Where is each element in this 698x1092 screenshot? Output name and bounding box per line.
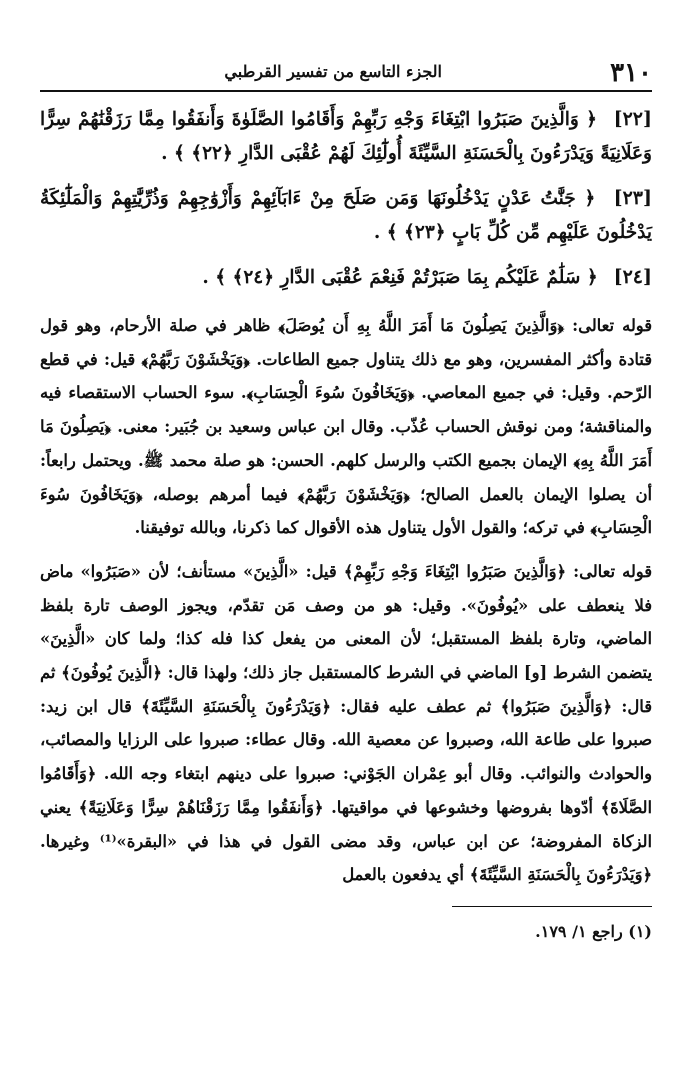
verse-22 [40, 102, 652, 171]
footnote-divider [452, 906, 652, 907]
verse-text: ﴿ وَالَّذِينَ صَبَرُوا ابْتِغَاءَ وَجْهِ رَبِّهِمْ وَأَقَامُوا الصَّلَوٰةَ وَأَنفَقُوا مِمَّا رَزَقْنَٰهُمْ سِرًّا وَعَلَانِيَةً وَيَدْرَءُونَ بِالْحَسَنَةِ السَّيِّئَةَ أُولَٰٓئِكَ لَهُمْ عُقْبَى الدَّارِ ﴿٢٢﴾ ﴾ . [40, 109, 652, 164]
verse-number: [٢٢] [613, 108, 652, 130]
commentary [40, 309, 652, 892]
footnote: (١) راجع ١/ ١٧٩. [535, 921, 652, 941]
verse-number: [٢٣] [613, 187, 652, 209]
page-number: ٣١٠ [610, 58, 652, 88]
running-title: الجزء التاسع من تفسير القرطبي [224, 62, 442, 81]
verse-24 [40, 260, 652, 295]
verse-text: ﴿ جَنَّٰتُ عَدْنٍ يَدْخُلُونَهَا وَمَن صَلَحَ مِنْ ءَابَآئِهِمْ وَأَزْوَٰجِهِمْ وَذُرِّيَّٰتِهِمْ وَالْمَلَٰٓئِكَةُ يَدْخُلُونَ عَلَيْهِم مِّن كُلِّ بَابٍ ﴿٢٣﴾ ﴾ . [40, 188, 652, 243]
commentary-paragraph: قوله تعالى: ﴿وَالَّذِينَ يَصِلُونَ مَا أَمَرَ اللَّهُ بِهِ أَن يُوصَلَ﴾ ظاهر في صلة الأرحام، وهو قول قتادة وأكثر المفسرين، وهو مع ذلك يتناول جميع الطاعات. ﴿وَيَخْشَوْنَ رَبَّهُمْ﴾ قيل: في قطع الرّحم. وقيل: في جميع المعاصي. ﴿وَيَخَافُونَ سُوءَ الْحِسَابِ﴾. سوء الحساب الاستقصاء فيه والمناقشة؛ ومن نوقش الحساب عُذّب. وقال ابن عباس وسعيد بن جُبَير: معنى. ﴿يَصِلُونَ مَا أَمَرَ اللَّهُ بِهِ﴾ الإيمان بجميع الكتب والرسل كلهم. الحسن: هو صلة محمد ﷺ. ويحتمل رابعاً: أن يصلوا الإيمان بالعمل الصالح؛ ﴿وَيَخْشَوْنَ رَبَّهُمْ﴾ فيما أمرهم بوصله، ﴿وَيَخَافُونَ سُوءَ الْحِسَابِ﴾ في تركه؛ والقول الأول يتناول هذه الأقوال كما ذكرنا، وبالله توفيقنا. [40, 316, 652, 538]
book-page [40, 52, 652, 1060]
commentary-paragraph: قوله تعالى: ﴿وَالَّذِينَ صَبَرُوا ابْتِغَاءَ وَجْهِ رَبِّهِمْ﴾ قيل: «الَّذِينَ» مستأنف؛ لأن «صَبَرُوا» ماض فلا ينعطف على «يُوفُونَ». وقيل: هو من وصف مَن تقدّم، ويجوز الوصف تارة بلفظ الماضي، وتارة بلفظ المستقبل؛ لأن المعنى من يفعل كذا فله كذا؛ ولما كان «الَّذِينَ» يتضمن الشرط [و] الماضي في الشرط كالمستقبل جاز ذلك؛ ولهذا قال: ﴿الَّذِينَ يُوفُونَ﴾ ثم قال: ﴿وَالَّذِينَ صَبَرُوا﴾ ثم عطف عليه فقال: ﴿وَيَدْرَءُونَ بِالْحَسَنَةِ السَّيِّئَةَ﴾ قال ابن زيد: صبروا على طاعة الله، وصبروا عن معصية الله. وقال عطاء: صبروا على الرزايا والمصائب، والحوادث والنوائب. وقال أبو عِمْران الجَوْني: صبروا على دينهم ابتغاء وجه الله. ﴿وَأَقَامُوا الصَّلَاةَ﴾ أدّوها بفروضها وخشوعها في مواقيتها. ﴿وَأَنفَقُوا مِمَّا رَزَقْنَاهُمْ سِرًّا وَعَلَانِيَةً﴾ يعني الزكاة المفروضة؛ عن ابن عباس، وقد مضى القول في هذا في «البقرة»⁽¹⁾ وغيرها. ﴿وَيَدْرَءُونَ بِالْحَسَنَةِ السَّيِّئَةَ﴾ أي يدفعون بالعمل [40, 561, 652, 885]
verse-text: ﴿ سَلَٰمٌ عَلَيْكُم بِمَا صَبَرْتُمْ فَنِعْمَ عُقْبَى الدَّارِ ﴿٢٤﴾ ﴾ . [202, 267, 598, 288]
page-header [40, 52, 652, 92]
verse-block [40, 102, 652, 295]
verse-23 [40, 181, 652, 250]
verse-number: [٢٤] [613, 266, 652, 288]
